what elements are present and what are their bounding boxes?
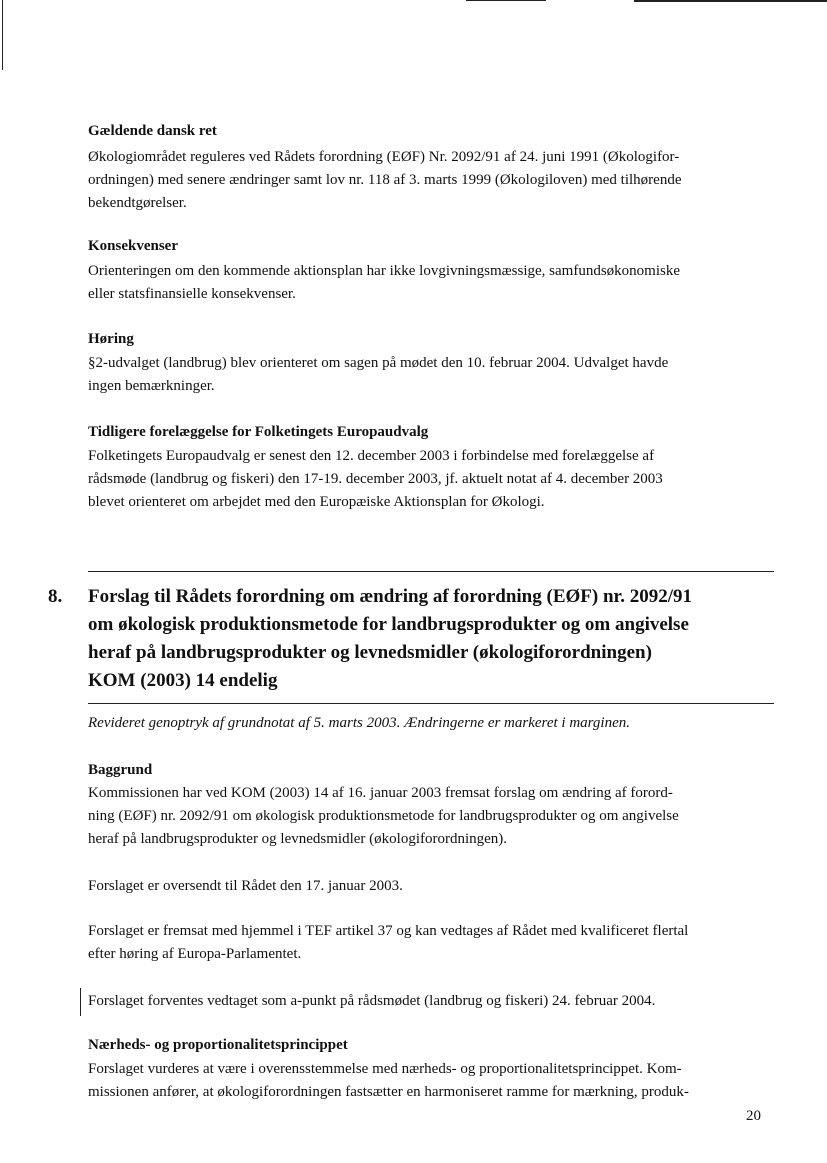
paragraph-vedtagelse: Forslaget forventes vedtaget som a-punkt på rådsmødet (landbrug og fiskeri) 24. februar 2004. xyxy=(88,993,656,1009)
title-line: KOM (2003) 14 endelig xyxy=(88,670,278,691)
text-line: heraf på landbrugsprodukter og levnedsmidler (økologiforordningen). xyxy=(88,831,508,847)
divider-bottom xyxy=(88,703,774,704)
scan-edge-line-top-2 xyxy=(634,0,827,2)
paragraph-oversendt: Forslaget er oversendt til Rådet den 17. januar 2003. xyxy=(88,878,403,894)
heading-gaeldende-dansk-ret: Gældende dansk ret xyxy=(88,123,217,139)
revision-note: Revideret genoptryk af grundnotat af 5. marts 2003. Ændringerne er markeret i marginen. xyxy=(88,715,631,731)
text-line: ordningen) med senere ændringer samt lov nr. 118 af 3. marts 1999 (Økologiloven) med tilhørende xyxy=(88,172,682,188)
heading-konsekvenser: Konsekvenser xyxy=(88,238,178,254)
title-line: heraf på landbrugsprodukter og levnedsmidler (økologiforordningen) xyxy=(88,642,652,663)
text-line: missionen anfører, at økologiforordningen fastsætter en harmoniseret ramme for mærkning, produk- xyxy=(88,1084,689,1100)
heading-naerheds-og-proportionalitet: Nærheds- og proportionalitetsprincippet xyxy=(88,1037,348,1053)
paragraph-naerheds-og-proportionalitet xyxy=(88,1058,768,1104)
scan-edge-line-top-1 xyxy=(466,0,546,1)
heading-horing: Høring xyxy=(88,331,134,347)
text-line: §2-udvalget (landbrug) blev orienteret om sagen på mødet den 10. februar 2004. Udvalget havde xyxy=(88,355,669,371)
text-line: efter høring af Europa-Parlamentet. xyxy=(88,946,302,962)
text-line: eller statsfinansielle konsekvenser. xyxy=(88,286,296,302)
title-line: om økologisk produktionsmetode for landbrugsprodukter og om angivelse xyxy=(88,614,689,635)
text-line: ingen bemærkninger. xyxy=(88,378,215,394)
paragraph-konsekvenser xyxy=(88,260,768,306)
text-line: Folketingets Europaudvalg er senest den 12. december 2003 i forbindelse med forelæggelse af xyxy=(88,448,655,464)
paragraph-hjemmel xyxy=(88,920,768,966)
paragraph-baggrund xyxy=(88,782,768,851)
text-line: Kommissionen har ved KOM (2003) 14 af 16. januar 2003 fremsat forslag om ændring af forord- xyxy=(88,785,673,801)
paragraph-tidligere-forelaeggelse xyxy=(88,445,768,514)
text-line: ning (EØF) nr. 2092/91 om økologisk produktionsmetode for landbrugsprodukter og om angivelse xyxy=(88,808,679,824)
text-line: rådsmøde (landbrug og fiskeri) den 17-19. december 2003, jf. aktuelt notat af 4. december 2003 xyxy=(88,471,663,487)
page-number: 20 xyxy=(746,1108,761,1124)
paragraph-gaeldende-dansk-ret xyxy=(88,146,768,215)
item-title xyxy=(88,583,768,695)
heading-baggrund: Baggrund xyxy=(88,762,153,778)
text-line: Økologiområdet reguleres ved Rådets forordning (EØF) Nr. 2092/91 af 24. juni 1991 (Økologifor- xyxy=(88,149,680,165)
text-line: Forslaget vurderes at være i overensstemmelse med nærheds- og proportionalitetsprincippet. Kom- xyxy=(88,1061,682,1077)
text-line: bekendtgørelser. xyxy=(88,195,187,211)
title-line: Forslag til Rådets forordning om ændring af forordning (EØF) nr. 2092/91 xyxy=(88,586,692,607)
scan-edge-line-left xyxy=(2,0,3,70)
paragraph-horing xyxy=(88,352,768,398)
margin-change-marker xyxy=(80,988,81,1016)
text-line: Forslaget er fremsat med hjemmel i TEF artikel 37 og kan vedtages af Rådet med kvalificeret flertal xyxy=(88,923,689,939)
text-line: Orienteringen om den kommende aktionsplan har ikke lovgivningsmæssige, samfundsøkonomiske xyxy=(88,263,680,279)
divider-top xyxy=(88,571,774,572)
heading-tidligere-forelaeggelse: Tidligere forelæggelse for Folketingets Europaudvalg xyxy=(88,424,429,440)
item-number: 8. xyxy=(48,586,63,607)
text-line: blevet orienteret om arbejdet med den Europæiske Aktionsplan for Økologi. xyxy=(88,494,545,510)
